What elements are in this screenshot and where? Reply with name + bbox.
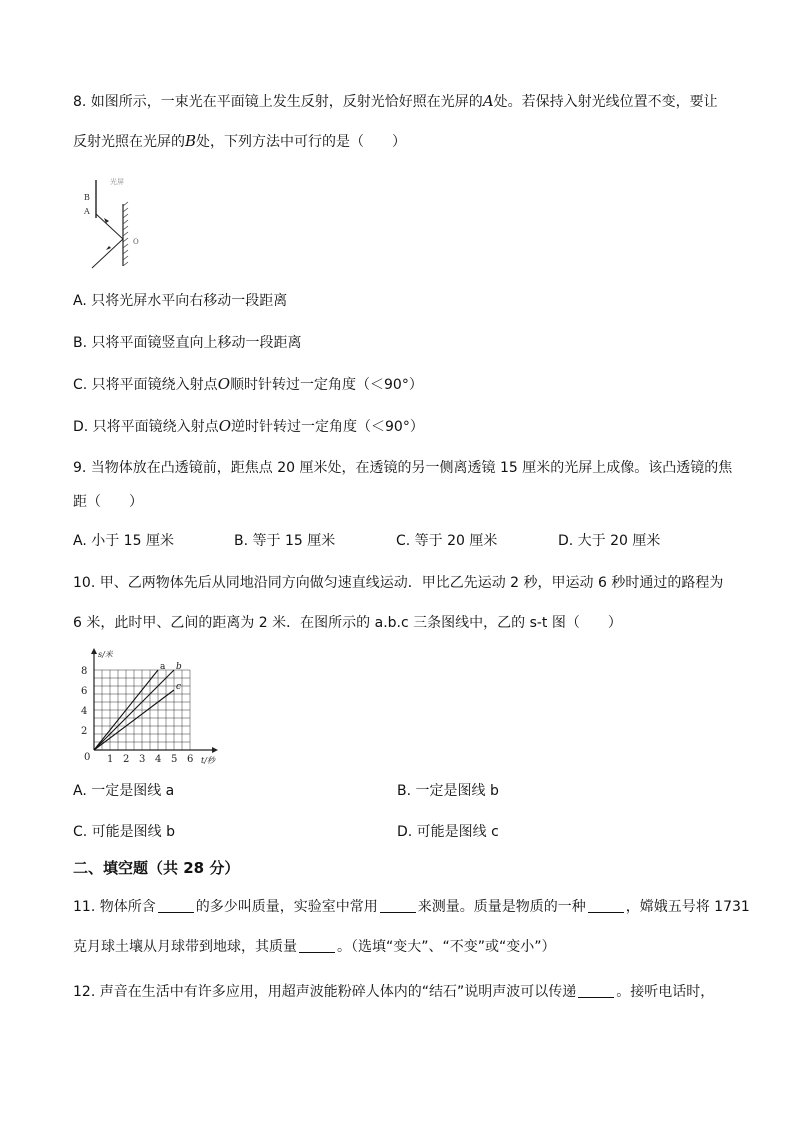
chart-lines bbox=[94, 662, 182, 750]
q10-option-d: D. 可能是图线 c bbox=[397, 824, 499, 840]
q8-line1: 8. 如图所示，一束光在平面镜上发生反射，反射光恰好照在光屏的A处。若保持入射光线位置不变，要让 bbox=[73, 92, 718, 110]
x-axis-arrow bbox=[212, 747, 218, 753]
y-tick-label: 6 bbox=[81, 686, 88, 697]
y-tick-label: 2 bbox=[81, 726, 88, 737]
q8-option-c: C. 只将平面镜绕入射点O顺时针转过一定角度（＜90°） bbox=[73, 375, 423, 393]
fig-label-o: O bbox=[133, 238, 139, 246]
q10-option-b: B. 一定是图线 b bbox=[397, 783, 499, 799]
q10-option-a: A. 一定是图线 a bbox=[73, 783, 175, 799]
y-axis-arrow bbox=[91, 648, 97, 654]
q10-option-c: C. 可能是图线 b bbox=[73, 824, 176, 840]
q9-option-b: B. 等于 15 厘米 bbox=[234, 533, 336, 549]
fig-label-b: B bbox=[84, 193, 90, 202]
blank-4[interactable] bbox=[299, 938, 335, 953]
q9-option-a: A. 小于 15 厘米 bbox=[73, 533, 174, 549]
screen-label: 光屏 bbox=[110, 178, 124, 186]
y-axis-label: s/米 bbox=[98, 650, 113, 659]
y-tick-label: 4 bbox=[81, 706, 88, 717]
reflected-ray bbox=[96, 214, 123, 239]
x-tick-label: 1 bbox=[107, 754, 114, 765]
incident-ray-arrow bbox=[106, 246, 111, 250]
q10-line1: 10. 甲、乙两物体先后从同地沿同方向做匀速直线运动．甲比乙先运动 2 秒，甲运动 6 秒时通过的路程为 bbox=[73, 575, 724, 591]
section-heading: 二、填空题（共 28 分） bbox=[73, 859, 240, 877]
blank-1[interactable] bbox=[158, 898, 194, 913]
x-axis-label: t/秒 bbox=[201, 756, 215, 765]
q9-line2: 距（ ） bbox=[73, 494, 143, 510]
q10-line2: 6 米，此时甲、乙间的距离为 2 米．在图所示的 a.b.c 三条图线中，乙的 s-t 图（ ） bbox=[73, 615, 622, 631]
q8-line2: 反射光照在光屏的B处，下列方法中可行的是（ ） bbox=[73, 132, 407, 150]
blank-2[interactable] bbox=[380, 898, 416, 913]
point-b-label: B bbox=[185, 132, 197, 150]
series-label-b: b bbox=[176, 662, 182, 672]
q9-line1: 9. 当物体放在凸透镜前，距焦点 20 厘米处，在透镜的另一侧离透镜 15 厘米的光屏上成像。该凸透镜的焦 bbox=[73, 460, 733, 476]
q9-option-d: D. 大于 20 厘米 bbox=[558, 533, 661, 549]
q8-option-d: D. 只将平面镜绕入射点O逆时针转过一定角度（＜90°） bbox=[73, 417, 424, 435]
mirror-hatching bbox=[123, 202, 128, 266]
blank-5[interactable] bbox=[578, 983, 614, 998]
series-label-c: c bbox=[176, 682, 182, 692]
y-tick-label: 8 bbox=[81, 666, 88, 677]
q11-line1: 11. 物体所含 的多少叫质量，实验室中常用 来测量。质量是物质的一种 ，嫦娥五号将 1731 bbox=[73, 899, 750, 915]
series-label-a: a bbox=[160, 662, 166, 672]
x-tick-label: 5 bbox=[171, 754, 178, 765]
q11-line2: 克月球土壤从月球带到地球，其质量 。（选填“变大”、“不变”或“变小”） bbox=[73, 939, 556, 955]
incident-ray bbox=[92, 239, 123, 268]
q8-option-b: B. 只将平面镜竖直向上移动一段距离 bbox=[73, 335, 302, 351]
point-a-label: A bbox=[482, 92, 494, 110]
q8-option-a: A. 只将光屏水平向右移动一段距离 bbox=[73, 293, 288, 309]
origin-label: 0 bbox=[84, 752, 91, 763]
fig-label-a: A bbox=[84, 207, 90, 216]
q8-mirror-figure bbox=[80, 174, 155, 274]
x-tick-label: 3 bbox=[139, 754, 146, 765]
st-chart bbox=[78, 646, 228, 770]
x-tick-label: 6 bbox=[187, 754, 194, 765]
x-tick-label: 4 bbox=[155, 754, 162, 765]
q12-line1: 12. 声音在生活中有许多应用，用超声波能粉碎人体内的“结石”说明声波可以传递 。接听电话时， bbox=[73, 984, 715, 1000]
blank-3[interactable] bbox=[588, 898, 624, 913]
q9-option-c: C. 等于 20 厘米 bbox=[396, 533, 498, 549]
x-tick-label: 2 bbox=[123, 754, 130, 765]
